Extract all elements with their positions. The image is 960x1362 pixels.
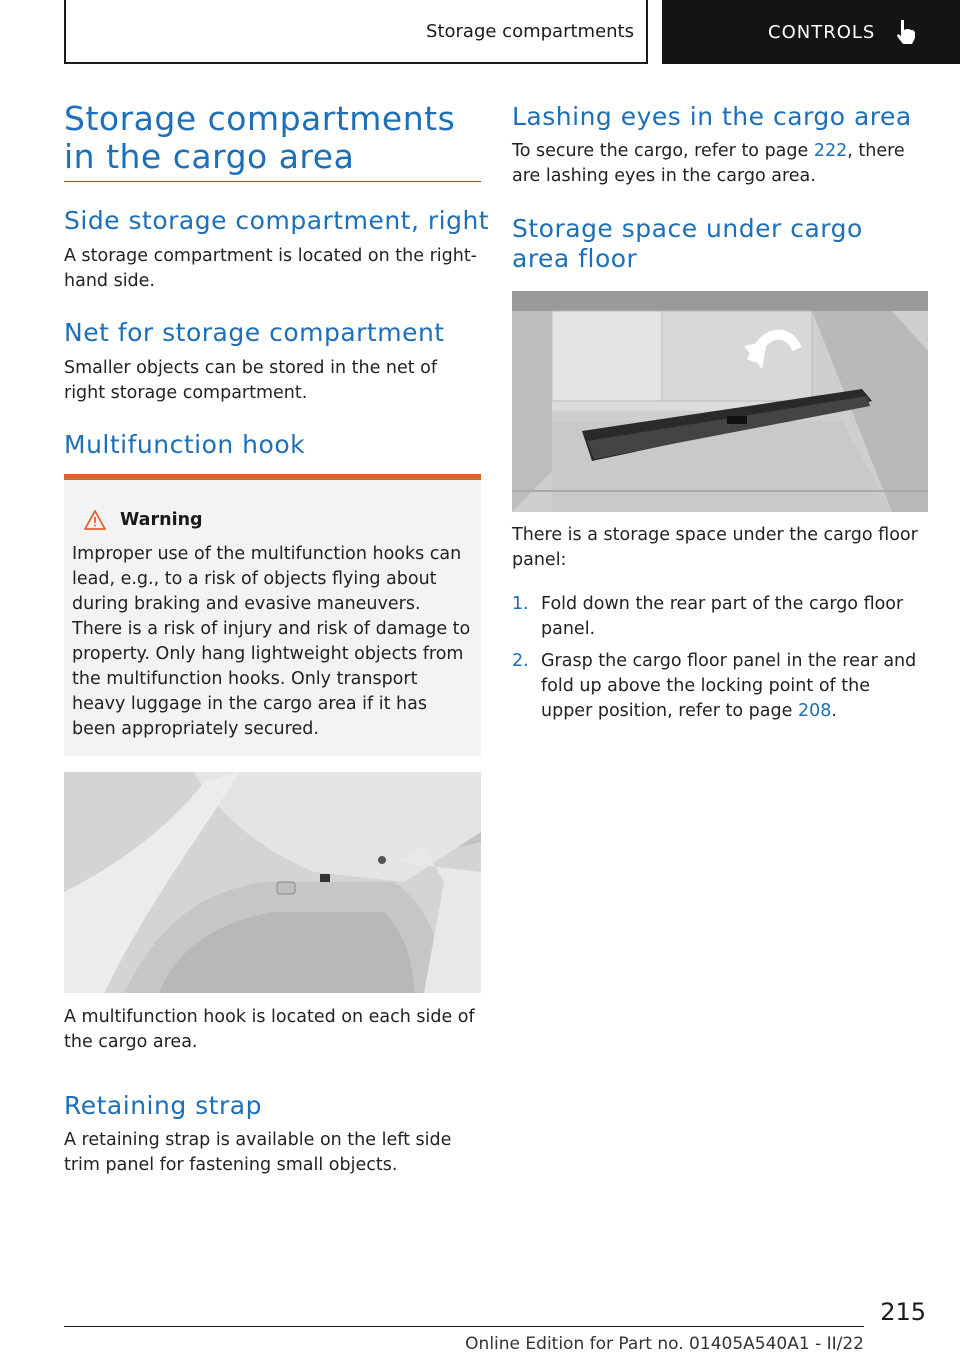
footer-edition: Online Edition for Part no. 01405A540A1 - II/22 <box>465 1334 864 1354</box>
step-text: Grasp the cargo floor panel in the rear and fold up above the locking point of the upper position, refer to page <box>541 651 917 721</box>
footer-divider <box>64 1326 864 1327</box>
cargo-floor-image <box>512 291 928 512</box>
underfloor-heading: Storage space under cargo area floor <box>512 214 863 273</box>
net-heading: Net for storage compartment <box>64 318 445 347</box>
hook-caption: A multifunction hook is located on each side of the cargo area. <box>64 1007 475 1052</box>
lashing-text <box>512 139 922 189</box>
underfloor-intro: There is a storage space under the cargo floor panel: <box>512 525 918 570</box>
lashing-page-link[interactable]: 222 <box>813 141 848 161</box>
step-number: 2. <box>512 651 529 671</box>
step-page-link[interactable]: 208 <box>797 701 832 721</box>
strap-heading: Retaining strap <box>64 1091 262 1120</box>
warning-label: Warning <box>120 510 203 530</box>
step-text: Fold down the rear part of the cargo floor panel. <box>541 594 904 639</box>
net-text: Smaller objects can be stored in the net of right storage compartment. <box>64 358 438 403</box>
lashing-text-start: To secure the cargo, refer to page <box>512 141 814 161</box>
header-chapter-title: CONTROLS <box>768 21 876 43</box>
header-section-tab <box>64 0 648 64</box>
lashing-heading: Lashing eyes in the cargo area <box>512 102 912 131</box>
warning-header <box>84 510 203 530</box>
warning-triangle-icon <box>84 510 106 530</box>
pointing-hand-icon <box>895 19 917 45</box>
step-item <box>512 649 922 724</box>
hook-heading: Multifunction hook <box>64 430 306 459</box>
page-title: Storage compartments in the cargo area <box>64 99 456 176</box>
side-compartment-heading: Side storage compartment, right <box>64 206 490 235</box>
cargo-hook-image <box>64 772 481 993</box>
page-number: 215 <box>880 1298 926 1326</box>
warning-text: Improper use of the multifunction hooks can lead, e.g., to a risk of objects flying about during braking and evasive maneuvers. There is a risk of injury and risk of damage to property. Only hang lightweight objects from the multifunction hooks. Only transport heavy luggage in the cargo area if it has been appropriately secured. <box>72 544 471 739</box>
underfloor-steps <box>512 592 922 731</box>
strap-text: A retaining strap is available on the left side trim panel for fastening small objects. <box>64 1130 452 1175</box>
side-compartment-text: A storage compartment is located on the right-hand side. <box>64 246 478 291</box>
header-chapter-tab <box>662 0 960 64</box>
title-divider <box>64 181 481 182</box>
step-number: 1. <box>512 594 529 614</box>
step-item <box>512 592 922 642</box>
warning-box <box>64 474 481 756</box>
lashing-text-end: , there are lashing eyes in the cargo area. <box>512 141 905 186</box>
step-text-end: . <box>831 701 837 721</box>
header-section-title: Storage compartments <box>426 20 634 42</box>
